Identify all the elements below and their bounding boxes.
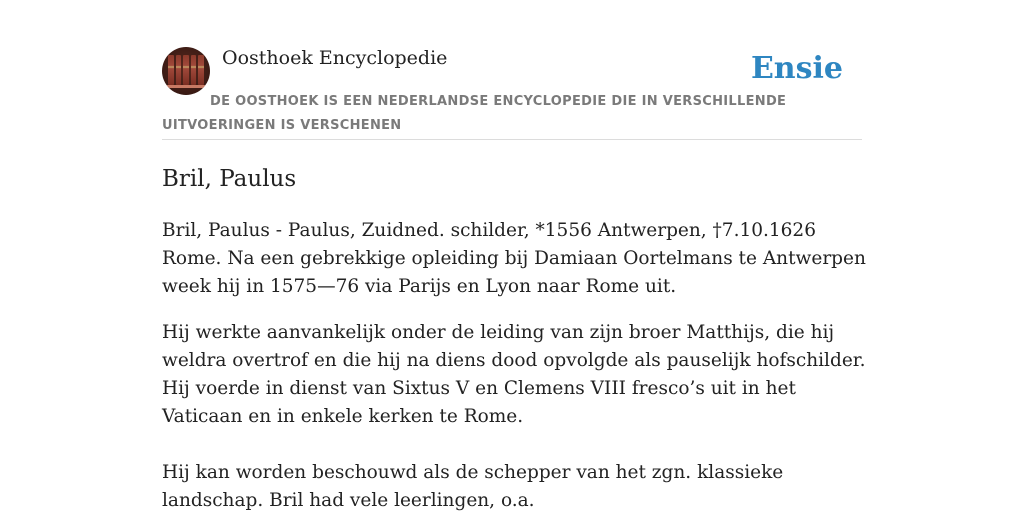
site-tagline: DE OOSTHOEK IS EEN NEDERLANDSE ENCYCLOPEDIE DIE IN VERSCHILLENDE UITVOERINGEN IS VERSCHENEN bbox=[162, 94, 787, 133]
ensie-logo-link[interactable]: Ensie bbox=[750, 51, 843, 86]
article-content bbox=[162, 160, 868, 512]
article-paragraph: Hij kan worden beschouwd als de schepper van het zgn. klassieke landschap. Bril had vele leerlingen, o.a. bbox=[162, 462, 784, 511]
article-paragraph: Bril, Paulus - Paulus, Zuidned. schilder, *1556 Antwerpen, †7.10.1626 Rome. Na een gebrekkige opleiding bij Damiaan Oortelmans te Antwerpen week hij in 1575—76 via Parijs en Lyon naar Rome uit. bbox=[162, 220, 866, 297]
encyclopedia-books-icon[interactable] bbox=[162, 47, 210, 95]
site-header bbox=[162, 46, 862, 140]
page-title: Bril, Paulus bbox=[162, 166, 297, 192]
article-paragraph: Hij werkte aanvankelijk onder de leiding van zijn broer Matthijs, die hij weldra overtrof en die hij na diens dood opvolgde als pauselijk hofschilder. Hij voerde in dienst van Sixtus V en Clemens VIII fresco’s uit in het Vaticaan en in enkele kerken te Rome. bbox=[162, 322, 866, 427]
site-title-link[interactable]: Oosthoek Encyclopedie bbox=[222, 47, 448, 69]
